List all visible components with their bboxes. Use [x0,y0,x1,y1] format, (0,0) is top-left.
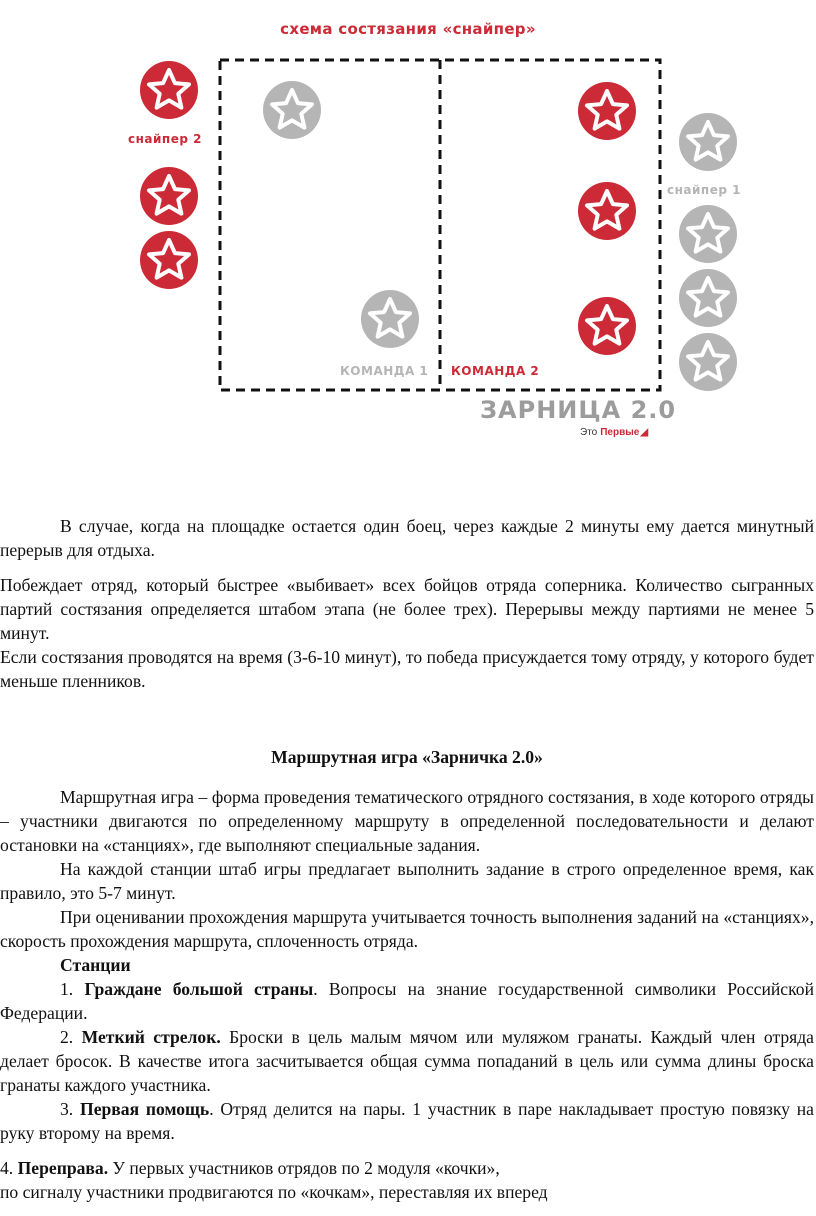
station-3-text: . Отряд делится на пары. 1 участник в паре накладывает простую повязку на руку второму на время. [0,1099,814,1143]
sniper-1-label: снайпер 1 [667,183,741,197]
station-4-title: Переправа. [17,1158,109,1178]
grey-star-badge-icon [678,268,738,328]
paragraph-winner: Побеждает отряд, который быстрее «выбивает» всех бойцов отряда соперника. Количество сыгранных партий состязания определяется штабом этапа (не более трех). Перерывы между партиями не менее 5 минут. [0,575,814,643]
red-star-badge-icon [577,81,637,141]
team-2-label: КОМАНДА 2 [451,364,540,378]
station-4-text: У первых участников отрядов по 2 модуля «кочки», [108,1158,500,1178]
station-3 [0,1097,816,1145]
zarnitsa-logo: ЗАРНИЦА 2.0 [480,396,677,424]
paragraph-station-time: На каждой станции штаб игры предлагает выполнить задание в строго определенное время, как правило, это 5-7 минут. [0,859,814,903]
station-1-number: 1. [60,979,74,999]
station-1-text: . Вопросы на знание государственной символики Российской Федерации. [0,979,814,1023]
brand-tagline [580,427,648,438]
paragraph-timed-game: Если состязания проводятся на время (3-6-10 минут), то победа присуждается тому отряду, у которого будет меньше пленников. [0,647,814,691]
sniper-2-label: снайпер 2 [128,132,202,146]
station-4 [0,1156,816,1180]
red-star-badge-icon [139,230,199,290]
station-2 [0,1025,816,1097]
station-4-number: 4. [0,1158,14,1178]
red-star-badge-icon [577,296,637,356]
section-heading: Маршрутная игра «Зарничка 2.0» [271,747,543,767]
sniper-scheme-diagram [0,0,816,460]
paragraph-evaluation: При оценивании прохождения маршрута учитывается точность выполнения заданий на «станциях», скорость прохождения маршрута, сплоченность отряда. [0,907,814,951]
grey-star-badge-icon [678,332,738,392]
station-4-line-2: по сигналу участники продвигаются по «кочкам», переставляя их вперед [0,1182,548,1202]
station-3-number: 3. [60,1099,74,1119]
station-1-title: Граждане большой страны [84,979,314,999]
station-2-number: 2. [60,1027,74,1047]
grey-star-badge-icon [262,80,322,140]
red-star-badge-icon [577,181,637,241]
flag-icon: ◢ [640,427,649,438]
grey-star-badge-icon [678,112,738,172]
red-star-badge-icon [139,166,199,226]
paragraph-rest-break: В случае, когда на площадке остается один боец, через каждые 2 минуты ему дается минутный перерыв для отдыха. [0,516,814,560]
red-star-badge-icon [139,60,199,120]
brand-tagline-name: Первые [600,427,640,438]
paragraph-route-game: Маршрутная игра – форма проведения тематического отрядного состязания, в ходе которого отряды – участники двигаются по определенному маршруту в определенной последовательности и делают остановки на «станциях», где выполняют специальные задания. [0,787,814,855]
station-1 [0,977,816,1025]
grey-star-badge-icon [360,289,420,349]
team-1-label: КОМАНДА 1 [340,364,429,378]
station-2-title: Меткий стрелок. [81,1027,221,1047]
station-2-text: Броски в цель малым мячом или муляжом гранаты. Каждый член отряда делает бросок. В качестве итога засчитывается общая сумма попаданий в цель или сумма длины броска гранаты каждого участника. [0,1027,814,1095]
grey-star-badge-icon [678,204,738,264]
diagram-title: схема состязания «снайпер» [280,20,536,38]
document-body [0,514,816,1204]
station-3-title: Первая помощь [80,1099,210,1119]
brand-tagline-prefix: Это [580,427,598,438]
stations-title: Станции [60,955,131,975]
